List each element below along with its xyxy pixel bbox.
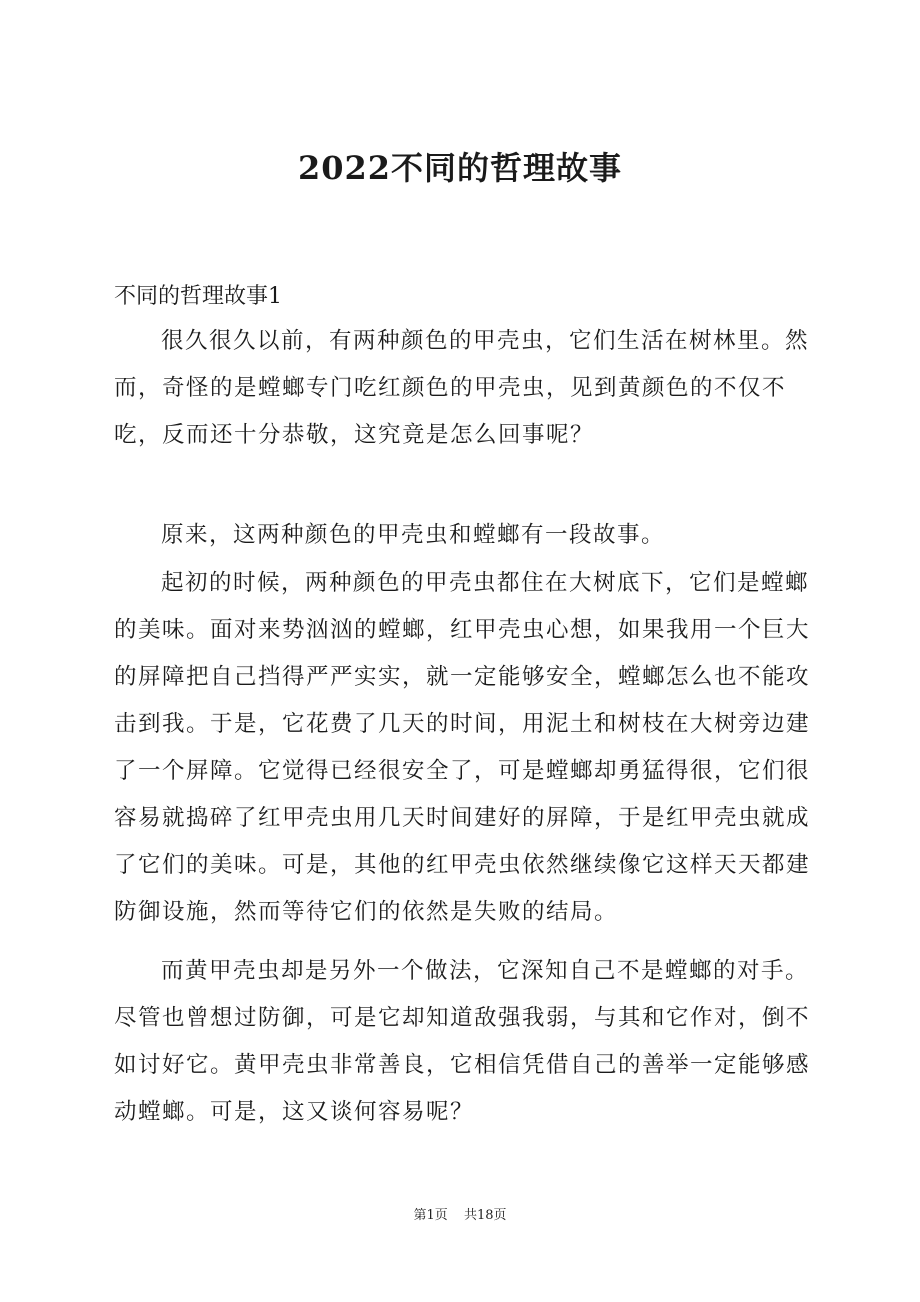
page-total: 共18页 bbox=[463, 1208, 507, 1223]
paragraph-4: 而黄甲壳虫却是另外一个做法，它深知自己不是螳螂的对手。尽管也曾想过防御，可是它却知道敌强我弱，与其和它作对，倒不如讨好它。黄甲壳虫非常善良，它相信凭借自己的善举一定能够感动螳螂。可是，这又谈何容易呢？ bbox=[114, 958, 811, 1125]
page-footer bbox=[0, 1207, 920, 1225]
paragraph-3: 起初的时候，两种颜色的甲壳虫都住在大树底下，它们是螳螂的美味。面对来势汹汹的螳螂，红甲壳虫心想，如果我用一个巨大的屏障把自己挡得严严实实，就一定能够安全，螳螂怎么也不能攻击到我。于是，它花费了几天的时间，用泥土和树枝在大树旁边建了一个屏障。它觉得已经很安全了，可是螳螂却勇猛得很，它们很容易就捣碎了红甲壳虫用几天时间建好的屏障，于是红甲壳虫就成了它们的美味。可是，其他的红甲壳虫依然继续像它这样天天都建防御设施，然而等待它们的依然是失败的结局。 bbox=[114, 570, 811, 925]
section-heading: 不同的哲理故事1 bbox=[114, 284, 282, 309]
page-number: 第1页 bbox=[413, 1208, 448, 1223]
document-title: 2022不同的哲理故事 bbox=[297, 149, 623, 187]
paragraph-2: 原来，这两种颜色的甲壳虫和螳螂有一段故事。 bbox=[161, 522, 666, 548]
paragraph-1: 很久很久以前，有两种颜色的甲壳虫，它们生活在树林里。然而，奇怪的是螳螂专门吃红颜色的甲壳虫，见到黄颜色的不仅不吃，反而还十分恭敬，这究竟是怎么回事呢？ bbox=[114, 328, 810, 448]
